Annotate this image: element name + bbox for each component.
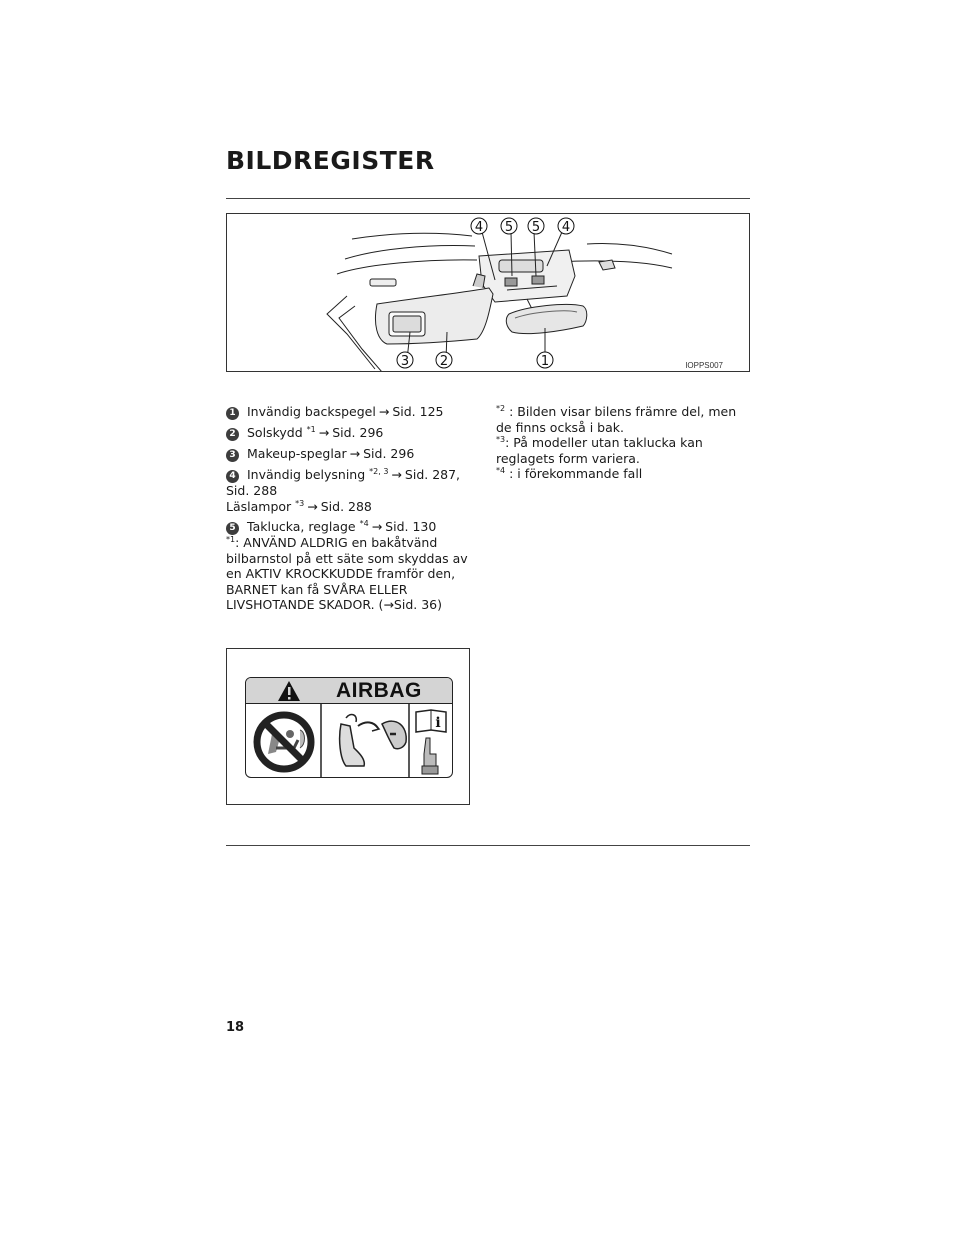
callout-bottom-3: 1 <box>540 354 550 369</box>
list-item <box>226 425 471 441</box>
arrow-icon: → <box>383 597 394 612</box>
callout-top-1: 4 <box>474 220 484 235</box>
airbag-warning <box>226 535 471 613</box>
overhead-console-figure <box>226 213 750 372</box>
list-item <box>226 519 471 535</box>
footnote-marker: *4 <box>496 466 506 475</box>
footer-divider <box>226 845 750 846</box>
callout-top-3: 5 <box>531 220 541 235</box>
item-number: 1 <box>226 407 239 420</box>
page-ref-link[interactable]: Sid. 287, <box>404 467 461 482</box>
item-text: Invändig belysning <box>247 467 366 482</box>
item-text: Invändig backspegel <box>247 404 376 419</box>
notes-column <box>496 404 750 482</box>
item-number: 2 <box>226 428 239 441</box>
footnote <box>496 466 750 482</box>
arrow-icon: → <box>391 467 402 482</box>
svg-text:i: i <box>435 715 441 731</box>
item-subtext: Läslampor <box>226 498 292 514</box>
page-number: 18 <box>226 1020 245 1035</box>
airbag-word: AIRBAG <box>336 679 422 702</box>
item-text: Solskydd <box>247 425 303 440</box>
arrow-icon: → <box>307 498 318 514</box>
footnote-marker: *4 <box>359 519 369 528</box>
page-ref-link[interactable]: Sid. 125 <box>392 404 444 419</box>
items-column <box>226 404 471 613</box>
item-text: Taklucka, reglage <box>247 519 356 534</box>
callout-bottom-2: 2 <box>439 354 449 369</box>
page-ref-link[interactable]: Sid. 130 <box>385 519 437 534</box>
list-item <box>226 467 471 514</box>
item-number: 5 <box>226 522 239 535</box>
footnote-marker: *2 <box>496 404 506 413</box>
callout-bottom-1: 3 <box>400 354 410 369</box>
overhead-console-illustration <box>227 214 750 372</box>
page-ref-link[interactable]: Sid. 36) <box>393 597 442 612</box>
footnote <box>496 404 750 435</box>
no-rear-facing-seat-icon <box>257 715 311 769</box>
callout-top-2: 5 <box>504 220 514 235</box>
callout-top-4: 4 <box>561 220 571 235</box>
airbag-label-figure <box>226 648 470 805</box>
header-divider <box>226 198 750 199</box>
page-ref-link[interactable]: Sid. 296 <box>363 446 415 461</box>
airbag-label-header <box>246 678 452 704</box>
footnote-marker: *3 <box>295 498 305 508</box>
page-ref-link[interactable]: Sid. 288 <box>320 498 372 514</box>
figure-code: IOPPS007 <box>685 361 723 370</box>
list-item <box>226 404 471 420</box>
page-ref-link[interactable]: Sid. 288 <box>226 483 278 498</box>
read-manual-icon <box>416 710 446 774</box>
seat-airbag-icon <box>340 715 407 766</box>
airbag-pictograms <box>246 704 453 778</box>
footnote-marker: *1 <box>306 425 316 434</box>
footnote-text: : i förekommande fall <box>505 466 643 481</box>
footnote-text: : På modeller utan taklucka kan reglagets form variera. <box>496 435 703 466</box>
item-text: Makeup-speglar <box>247 446 347 461</box>
arrow-icon: → <box>378 404 390 419</box>
page-ref-link[interactable]: Sid. 296 <box>332 425 384 440</box>
list-item <box>226 446 471 462</box>
arrow-icon: → <box>371 519 383 534</box>
airbag-label <box>245 677 453 778</box>
footnote <box>496 435 750 466</box>
item-number: 3 <box>226 449 239 462</box>
footnote-marker: *3 <box>496 435 506 444</box>
arrow-icon: → <box>318 425 330 440</box>
item-number: 4 <box>226 470 239 483</box>
page-title: BILDREGISTER <box>226 146 435 175</box>
footnote-marker: *2, 3 <box>369 467 389 476</box>
footnote-text: : Bilden visar bilens främre del, men de finns också i bak. <box>496 404 737 435</box>
warning-triangle-icon <box>274 678 304 704</box>
warning-text: : ANVÄND ALDRIG en bakåtvänd bilbarnstol på ett säte som skyddas av en AKTIV KROCKKUDDE framför den, BARNET kan få SVÅRA ELLER LIVSHOTANDE SKADOR. ( <box>226 535 468 612</box>
footnote-marker: *1 <box>226 535 236 544</box>
arrow-icon: → <box>349 446 361 461</box>
